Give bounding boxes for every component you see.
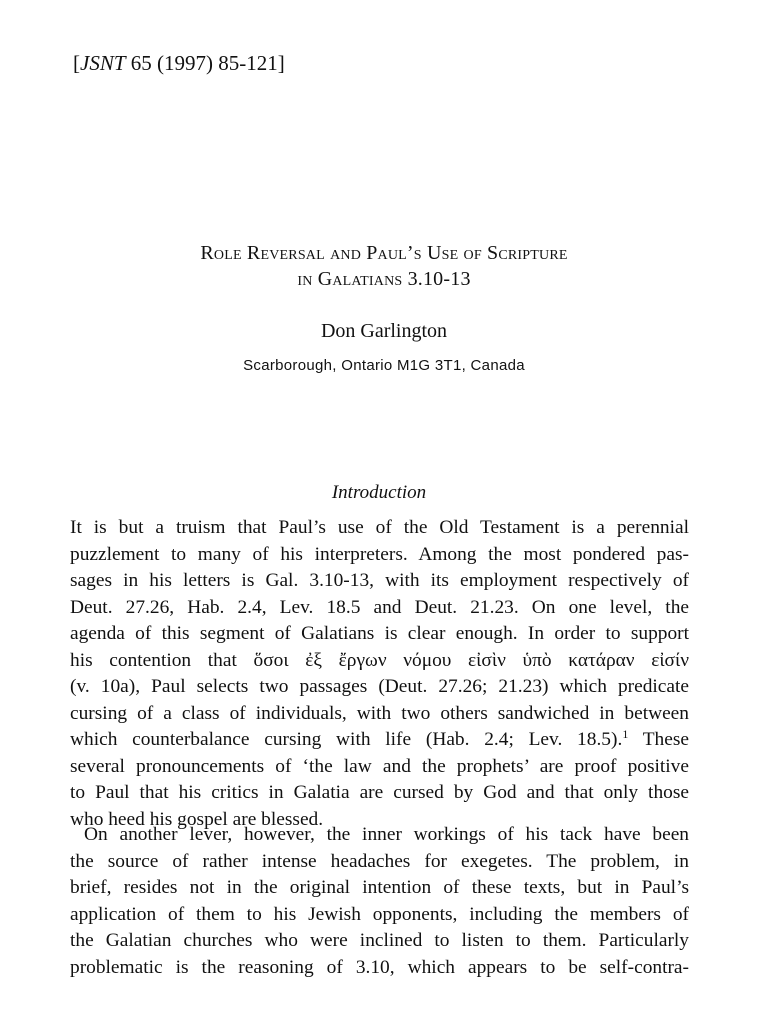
line-text-after-footnote: These [628,729,690,750]
text-line: On another lever, however, the inner workings of his tack have been [84,824,689,845]
text-line: puzzlement to many of his interpreters. Among the most pondered pas- [70,543,689,565]
citation-open-bracket: [ [73,51,80,75]
citation-details: 65 (1997) 85-121] [125,51,285,75]
text-line: sages in his letters is Gal. 3.10-13, with its employment respectively of [70,570,689,591]
paragraph-1 [70,515,689,833]
text-line: Deut. 27.26, Hab. 2.4, Lev. 18.5 and Deut. 21.23. On one level, the [70,596,689,618]
journal-citation [73,50,285,76]
text-line: the source of rather intense headaches for exegetes. The problem, in [70,850,689,872]
text-line: who heed his gospel are blessed. [70,808,324,830]
line-text: which counterbalance cursing with life (Hab. 2.4; Lev. 18.5). [70,729,623,750]
paragraph-2 [70,822,689,981]
author-affiliation: Scarborough, Ontario M1G 3T1, Canada [243,357,525,374]
article-title-line-1: Role Reversal and Paul’s Use of Scripture [200,242,568,264]
text-line: several pronouncements of ‘the law and the prophets’ are proof positive [70,755,689,777]
article-title-line-2: in Galatians 3.10-13 [297,268,471,290]
journal-abbreviation: JSNT [80,51,126,75]
footnote-marker[interactable]: 1 [622,727,629,741]
text-line: application of them to his Jewish opponents, including the members of [70,903,689,925]
text-line: brief, resides not in the original intention of these texts, but in Paul’s [70,877,689,898]
author-name: Don Garlington [320,320,448,342]
section-heading: Introduction [331,482,427,503]
text-line: (v. 10a), Paul selects two passages (Deut. 27.26; 21.23) which predicate [70,676,689,697]
text-line: cursing of a class of individuals, with two others sandwiched in between [70,702,689,724]
text-line: agenda of this segment of Galatians is clear enough. In order to support [70,623,689,644]
text-line-with-footnote [70,727,689,754]
greek-text-line: his contention that ὅσοι ἐξ ἔργων νόμου εἰσὶν ὑπὸ κατάραν εἰσίν [70,649,689,671]
text-line: to Paul that his critics in Galatia are cursed by God and that only those [70,782,689,803]
text-line: the Galatian churches who were inclined to listen to them. Particularly [70,930,689,951]
text-line: It is but a truism that Paul’s use of the Old Testament is a perennial [70,517,689,538]
text-line: problematic is the reasoning of 3.10, which appears to be self-contra- [70,956,689,978]
